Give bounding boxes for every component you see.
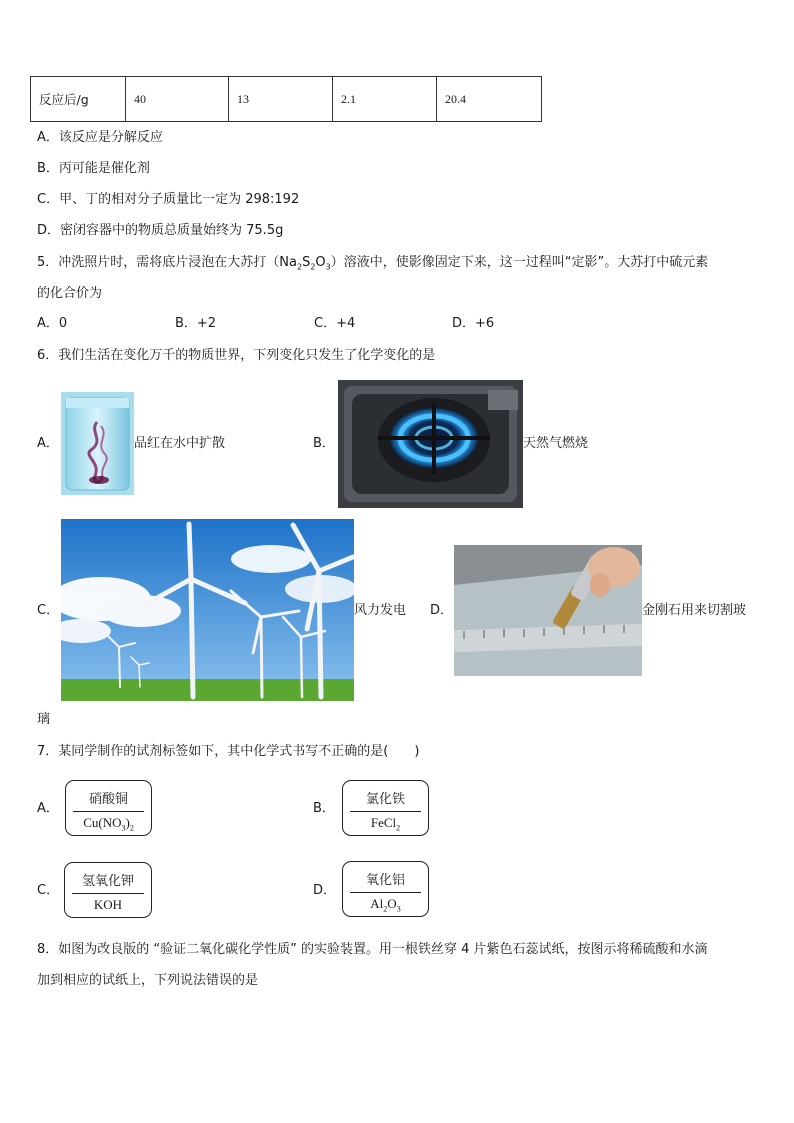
q6-option-a-text: 品红在水中扩散 <box>134 436 226 451</box>
table-cell: 2.1 <box>333 77 437 122</box>
reagent-formula: $Al_2O_3$ <box>370 896 401 914</box>
q7-option-d-letter: D． <box>313 883 337 898</box>
q6-option-c-text: 风力发电 <box>354 603 407 618</box>
table-cell: 40 <box>126 77 229 122</box>
q4-option-b: B．丙可能是催化剂 <box>37 161 150 176</box>
table-cell: 13 <box>229 77 333 122</box>
q6-option-a-letter: A． <box>37 436 59 451</box>
reagent-name: 氢氧化钾 <box>81 874 134 889</box>
row-label: 反应后/g <box>31 77 126 122</box>
q5-option-c: C．+4 <box>314 316 356 331</box>
divider <box>73 811 144 812</box>
label-ferric-chloride <box>342 780 429 836</box>
q6-option-d-letter: D． <box>430 603 454 618</box>
reagent-name: 氯化铁 <box>365 792 405 807</box>
divider <box>72 893 144 894</box>
data-table <box>30 76 542 122</box>
reagent-formula: $Cu(NO_3)_2$ <box>83 815 134 833</box>
q7-stem: 7．某同学制作的试剂标签如下，其中化学式书写不正确的是( ) <box>37 744 420 759</box>
q6-option-d-text-wrap: 璃 <box>37 712 51 727</box>
q4-option-d: D．密闭容器中的物质总质量始终为 75.5g <box>37 223 284 238</box>
q6-option-b-text: 天然气燃烧 <box>523 436 589 451</box>
q7-option-b-letter: B． <box>313 801 335 816</box>
q7-option-c-letter: C． <box>37 883 60 898</box>
label-aluminium-oxide <box>342 861 429 917</box>
q5-stem: 5．冲洗照片时，需将底片浸泡在大苏打$(Na_2S_2O_3)$溶液中，使影像固定下来，这一过程叫“定影”。大苏打中硫元素 <box>37 255 709 272</box>
divider <box>350 892 421 893</box>
q8-stem: 8．如图为改良版的 “验证二氧化碳化学性质” 的实验装置。用一根铁丝穿 4 片紫色石蕊试纸，按图示将稀硫酸和水滴 <box>37 942 708 957</box>
q8-stem-cont: 加到相应的试纸上，下列说法错误的是 <box>37 973 259 988</box>
reagent-name: 硝酸铜 <box>88 792 128 807</box>
reagent-formula: KOH <box>93 897 123 912</box>
divider <box>350 811 421 812</box>
label-potassium-hydroxide <box>64 862 152 918</box>
q5-stem-cont: 的化合价为 <box>37 286 103 301</box>
label-copper-nitrate <box>65 780 152 836</box>
q4-option-c: C．甲、丁的相对分子质量比一定为 298:192 <box>37 192 300 207</box>
wind-turbines-image <box>61 519 354 701</box>
q6-option-d-text: 金刚石用来切割玻 <box>642 603 747 618</box>
reagent-formula: FeCl$_2$ <box>370 815 401 833</box>
glass-cutter-image <box>454 545 642 676</box>
q4-option-a: A．该反应是分解反应 <box>37 130 163 145</box>
gas-stove-image <box>338 380 523 508</box>
reagent-name: 氧化铝 <box>365 873 405 888</box>
q5-option-d: D．+6 <box>452 316 495 331</box>
q6-option-c-letter: C． <box>37 603 60 618</box>
beaker-image <box>61 392 134 495</box>
q6-option-b-letter: B． <box>313 436 335 451</box>
table-row <box>31 77 542 122</box>
q7-option-a-letter: A． <box>37 801 59 816</box>
q6-stem: 6．我们生活在变化万千的物质世界，下列变化只发生了化学变化的是 <box>37 348 436 363</box>
table-cell: 20.4 <box>437 77 542 122</box>
q5-option-b: B．+2 <box>175 316 217 331</box>
q5-option-a: A．0 <box>37 316 68 331</box>
